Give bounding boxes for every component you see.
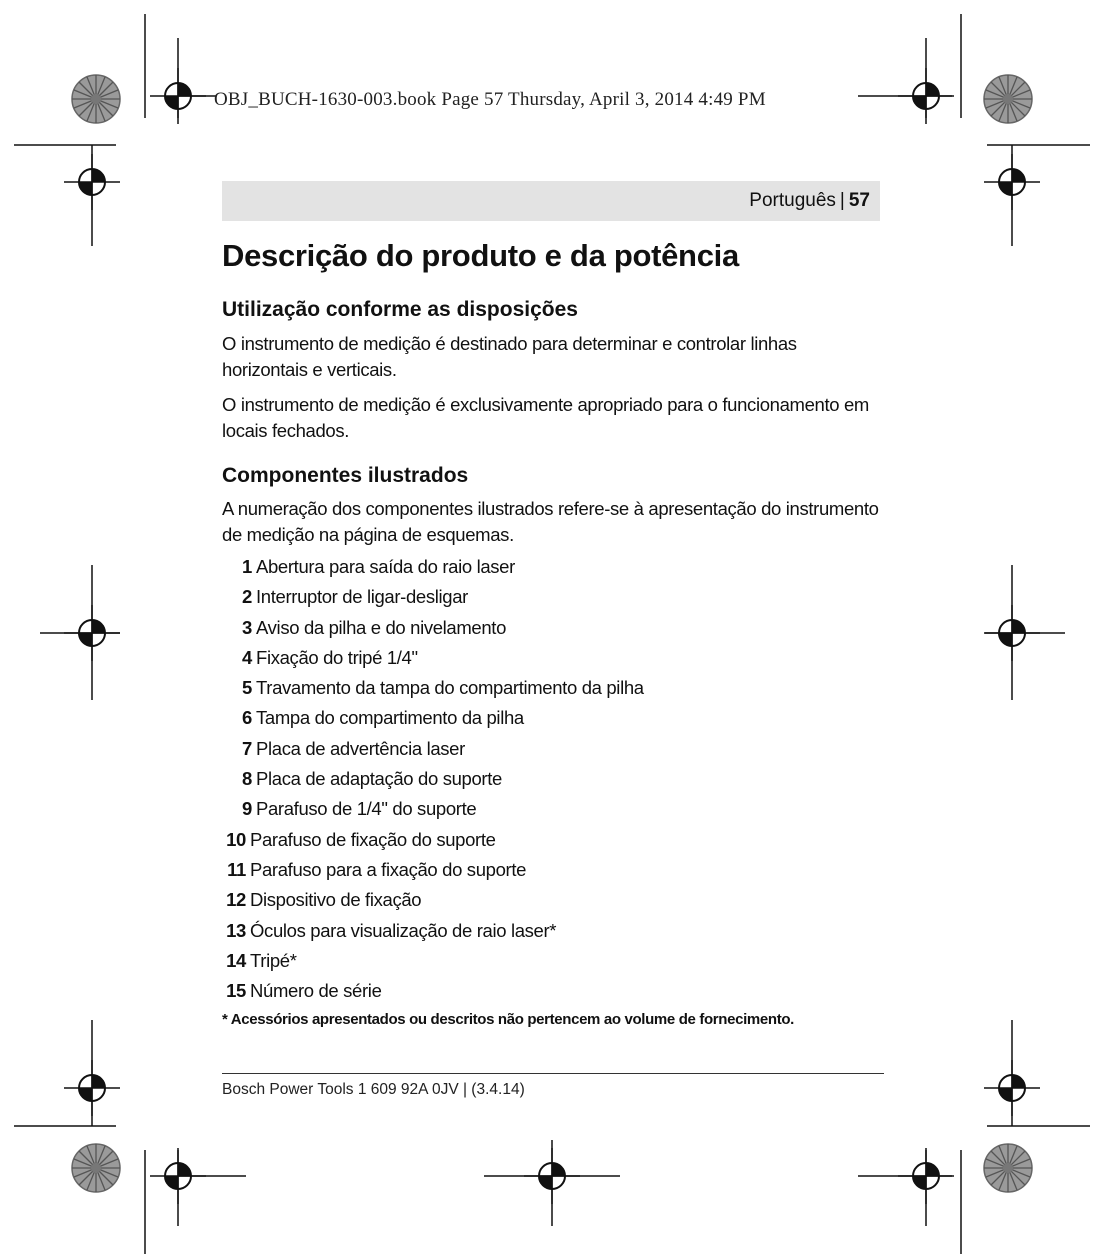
- header-language: Português: [749, 190, 836, 211]
- print-slug: OBJ_BUCH-1630-003.book Page 57 Thursday, April 3, 2014 4:49 PM: [214, 89, 766, 110]
- section-heading-components: Componentes ilustrados: [222, 464, 469, 487]
- list-item: 13 Óculos para visualização de raio laser*: [226, 919, 557, 941]
- component-list: [222, 553, 644, 1007]
- page-header-text: [749, 190, 870, 212]
- paragraph-use-1: O instrumento de medição é destinado para determinar e controlar linhas horizontais e verticais.: [222, 333, 797, 380]
- header-separator: |: [839, 190, 845, 211]
- page-title: Descrição do produto e da potência: [222, 238, 739, 273]
- list-item: 14 Tripé*: [226, 949, 297, 971]
- list-item: 2 Interruptor de ligar-desligar: [242, 586, 468, 608]
- page-footer: Bosch Power Tools 1 609 92A 0JV | (3.4.14): [222, 1081, 525, 1098]
- page-header: [222, 181, 880, 221]
- list-item: 8 Placa de adaptação do suporte: [242, 768, 502, 790]
- list-item: 4 Fixação do tripé 1/4": [242, 646, 418, 668]
- paragraph-components-intro: A numeração dos componentes ilustrados refere-se à apresentação do instrumento de medição na página de esquemas.: [222, 498, 879, 545]
- list-item: 15 Número de série: [226, 980, 382, 1002]
- list-item: 1 Abertura para saída do raio laser: [242, 556, 515, 577]
- list-item: 12 Dispositivo de fixação: [226, 889, 422, 911]
- section-heading-use: Utilização conforme as disposições: [222, 298, 578, 321]
- list-item: 5 Travamento da tampa do compartimento da pilha: [242, 677, 644, 699]
- page-number: 57: [848, 190, 870, 211]
- list-item: 7 Placa de advertência laser: [242, 737, 465, 759]
- list-item: 11 Parafuso para a fixação do suporte: [227, 858, 527, 880]
- footer-rule: [222, 1073, 884, 1074]
- list-item: 6 Tampa do compartimento da pilha: [242, 707, 524, 729]
- paragraph-use-2: O instrumento de medição é exclusivamente apropriado para o funcionamento em locais fechados.: [222, 394, 869, 441]
- list-item: 10 Parafuso de fixação do suporte: [226, 828, 496, 850]
- list-item: 9 Parafuso de 1/4" do suporte: [242, 798, 477, 820]
- list-item: 3 Aviso da pilha e do nivelamento: [242, 616, 507, 638]
- footnote: * Acessórios apresentados ou descritos não pertencem ao volume de fornecimento.: [222, 1011, 794, 1028]
